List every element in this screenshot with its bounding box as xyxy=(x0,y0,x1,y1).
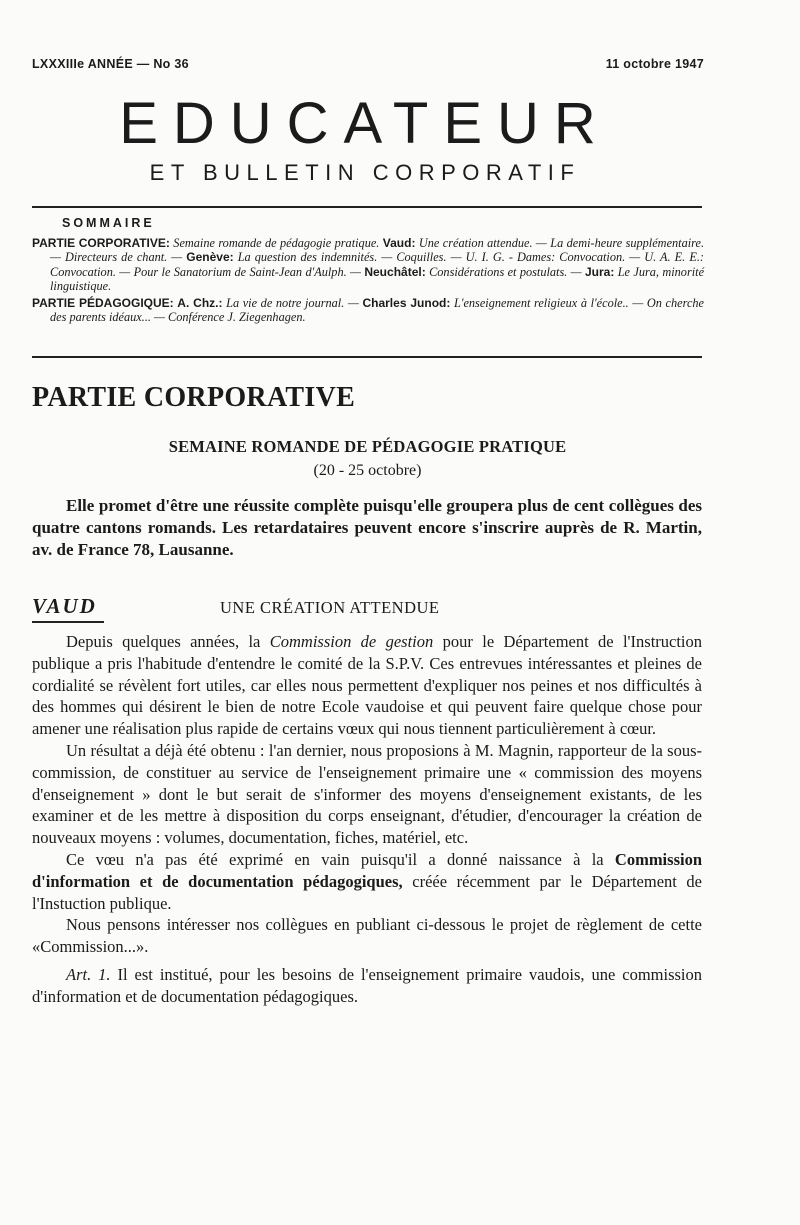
paragraph xyxy=(32,631,702,740)
text-run-italic: Commission de gestion xyxy=(269,632,434,651)
toc-author: A. Chz.: xyxy=(177,296,223,311)
divider-top xyxy=(32,206,702,208)
article-heading: SEMAINE ROMANDE DE PÉDAGOGIE PRATIQUE xyxy=(168,437,567,456)
toc-canton-neuchatel: Neuchâtel: xyxy=(364,264,426,279)
article-dates: (20 - 25 octobre) xyxy=(313,462,422,479)
sommaire-heading: SOMMAIRE xyxy=(62,216,155,230)
toc-entry: La vie de notre journal. — xyxy=(226,296,359,311)
section-title: PARTIE CORPORATIVE xyxy=(32,382,356,413)
toc-corporative xyxy=(32,236,704,293)
paragraph-article-1 xyxy=(32,964,702,1008)
article-body xyxy=(32,631,702,1008)
article-title: UNE CRÉATION ATTENDUE xyxy=(220,598,440,617)
toc-entry: Considérations et postulats. — xyxy=(429,264,582,279)
text-run: créée récemment par le Département de l'Instuction publique. xyxy=(32,871,703,913)
article-number: Art. 1. xyxy=(66,964,111,984)
toc-canton-jura: Jura: xyxy=(585,264,615,279)
announcement-text: Elle promet d'être une réussite complète puisqu'elle groupera plus de cent collègues des quatre cantons romands. Les retardataires peuvent encore s'inscrire auprès de R. Martin, av. de France 78, Lausanne. xyxy=(32,496,702,559)
toc-entry: La question des indemnités. — Coquilles. — U. I. G. - Dames: Convocation. — U. A. E. E.: Convocation. — Pour le Sanatorium de Saint-Jean d'Aulph. — xyxy=(50,250,704,279)
canton-underline xyxy=(32,621,104,623)
toc-author: Charles Junod: xyxy=(362,296,451,311)
text-run: Ce vœu n'a pas été exprimé en vain puisqu'il a donné naissance à la xyxy=(66,849,604,869)
toc-section-label: PARTIE PÉDAGOGIQUE: xyxy=(32,296,174,311)
toc-entry: Semaine romande de pédagogie pratique. xyxy=(173,236,380,251)
paragraph xyxy=(32,849,702,914)
masthead-subtitle: ET BULLETIN CORPORATIF xyxy=(149,160,581,185)
toc-entry: L'enseignement religieux à l'école.. — On cherche des parents idéaux... — Conférence J. Ziegenhagen. xyxy=(50,296,705,325)
toc-entry: Une création attendue. — La demi-heure supplémentaire. — Directeurs de chant. — xyxy=(50,236,705,265)
toc-section-label: PARTIE CORPORATIVE: xyxy=(32,236,170,251)
paragraph: Nous pensons intéresser nos collègues en publiant ci-dessous le projet de règlement de cette «Commission...». xyxy=(32,915,702,957)
issue-date: 11 octobre 1947 xyxy=(605,57,704,71)
paragraph: Un résultat a déjà été obtenu : l'an dernier, nous proposions à M. Magnin, rapporteur de la sous-commission, de constituer au service de l'enseignement primaire une « commission des moyens d'enseignement » dont le but serait de s'informer des moyens d'enseignement existants, de les examiner et de les mettre à disposition du corps enseignant, d'étudier, d'encourager la création de nouveaux moyens : volumes, documentation, fiches, matériel, etc. xyxy=(32,740,702,848)
text-run-bold: Commission d'information et de documentation pédagogiques, xyxy=(32,849,702,891)
toc-canton-geneve: Genève: xyxy=(186,250,234,265)
text-run: pour le Département de l'Instruction publique a pris l'habitude d'entendre le comité de la S.P.V. Ces entrevues intéressantes et pleines de cordialité se révèlent fort utiles, car elles nous permettent d'expliquer nos peines et nos difficultés à des hommes qui désirent le bien de notre Ecole vaudoise et qui peuvent faire quelque chose pour amener une réalisation plus rapide de certains vœux qui nous tiennent particulièrement à cœur. xyxy=(32,632,703,739)
divider-bottom xyxy=(32,356,702,358)
text-run: Il est institué, pour les besoins de l'enseignement primaire vaudois, une commission d'information et de documentation pédagogiques. xyxy=(32,964,702,1006)
text-run: Depuis quelques années, la xyxy=(66,632,261,651)
masthead-title: EDUCATEUR xyxy=(119,91,611,156)
issue-number: LXXXIIIe ANNÉE — No 36 xyxy=(32,57,189,71)
toc-canton-vaud: Vaud: xyxy=(382,236,416,251)
toc-entry: Le Jura, minorité linguistique. xyxy=(50,264,705,293)
issue-line xyxy=(32,57,704,77)
toc-pedagogique xyxy=(32,296,704,324)
table-of-contents xyxy=(32,216,704,327)
canton-label: VAUD xyxy=(32,594,97,618)
